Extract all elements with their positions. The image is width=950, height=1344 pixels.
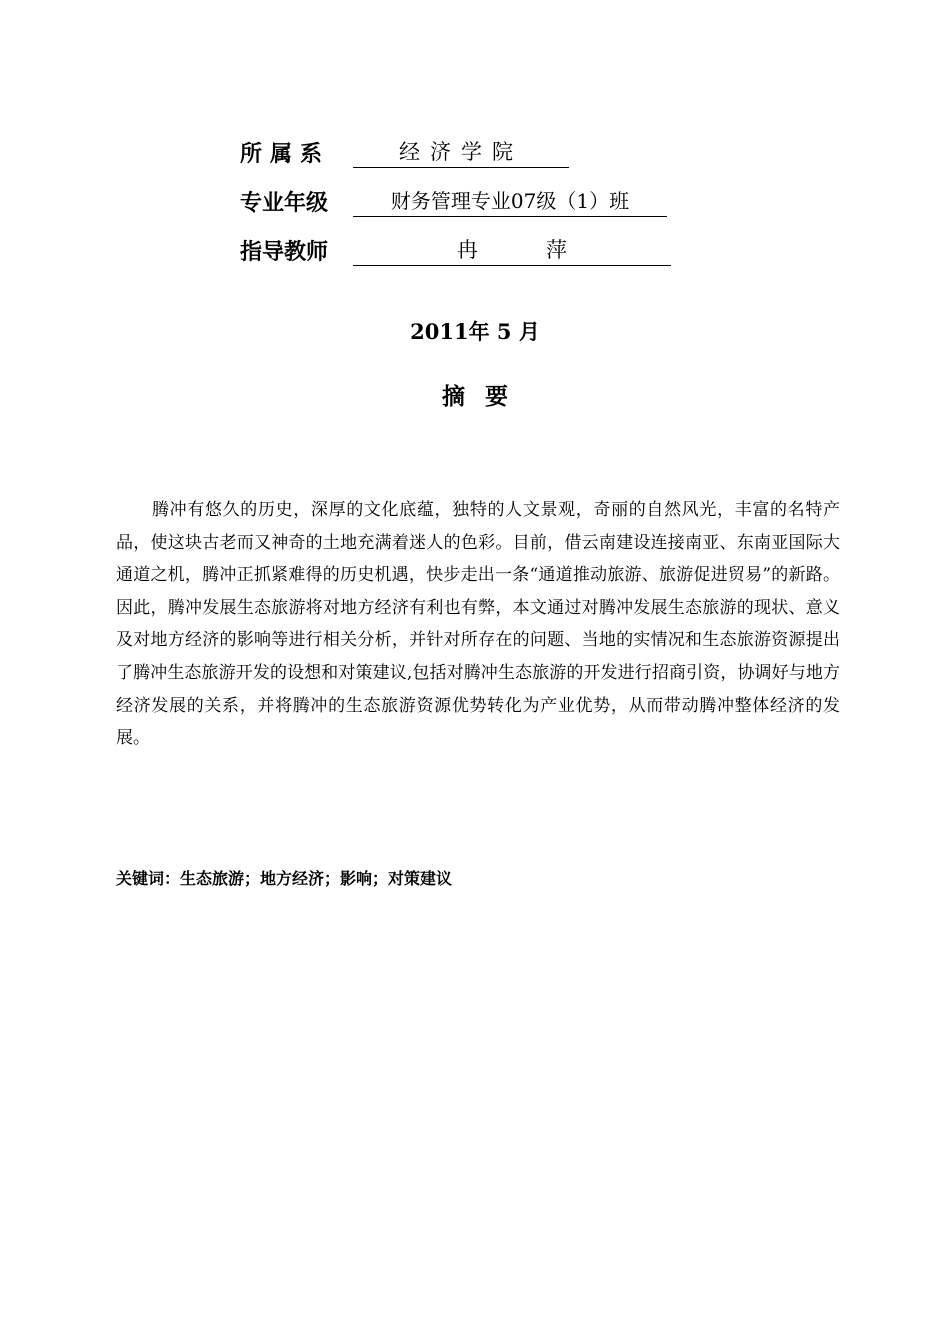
department-value: 经济学院 — [353, 137, 569, 168]
major-row — [240, 183, 667, 219]
major-value: 财务管理专业07级（1）班 — [353, 186, 667, 217]
advisor-row — [240, 232, 671, 268]
major-label: 专业年级 — [240, 190, 329, 216]
keywords: 关键词：生态旅游；地方经济；影响；对策建议 — [116, 869, 453, 888]
advisor-value — [353, 235, 671, 266]
advisor-name-part1: 冉 — [457, 237, 478, 262]
advisor-name-part2: 萍 — [546, 237, 567, 262]
abstract-body: 腾冲有悠久的历史，深厚的文化底蕴，独特的人文景观，奇丽的自然风光，丰富的名特产品，使这块古老而又神奇的土地充满着迷人的色彩。目前，借云南建设连接南亚、东南亚国际大通道之机，腾冲正抓紧难得的历史机遇，快步走出一条“通道推动旅游、旅游促进贸易”的新路。因此，腾冲发展生态旅游将对地方经济有利也有弊，本文通过对腾冲发展生态旅游的现状、意义及对地方经济的影响等进行相关分析，并针对所存在的问题、当地的实情况和生态旅游资源提出了腾冲生态旅游开发的设想和对策建议,包括对腾冲生态旅游的开发进行招商引资，协调好与地方经济发展的关系，并将腾冲的生态旅游资源优势转化为产业优势，从而带动腾冲整体经济的发展。 — [116, 500, 840, 749]
date: 2011年 5 月 — [410, 319, 540, 344]
department-row — [240, 134, 569, 170]
department-label: 所属系 — [240, 141, 331, 167]
abstract-title: 摘要 — [442, 384, 528, 410]
advisor-label: 指导教师 — [240, 239, 329, 265]
